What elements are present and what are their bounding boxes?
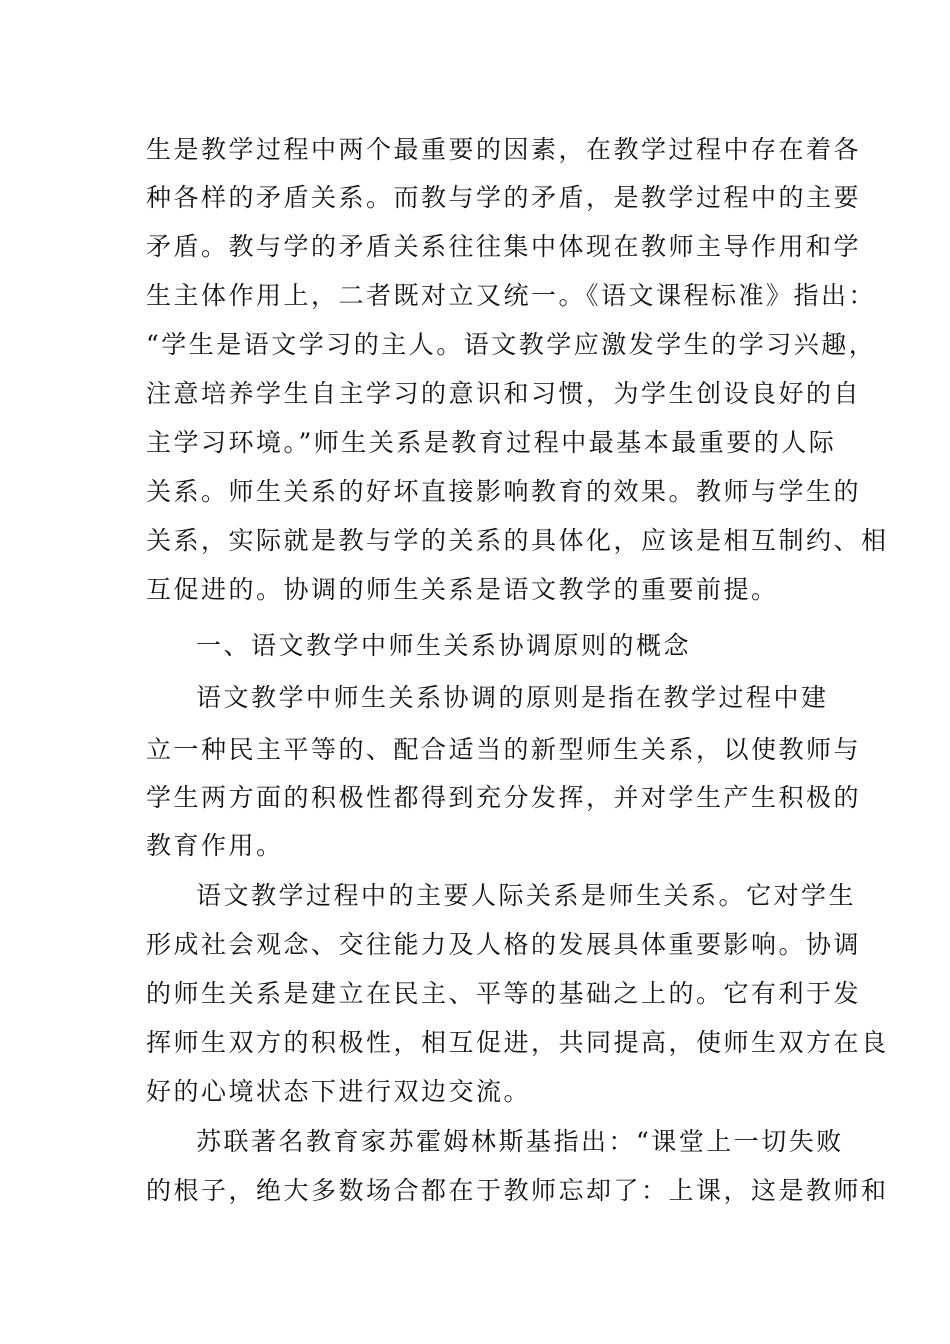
text-line: 注意培养学生自主学习的意识和习惯，为学生创设良好的自 [146, 379, 862, 408]
text-line: 矛盾。教与学的矛盾关系往往集中体现在教师主导作用和学 [146, 232, 862, 261]
text-line: 的师生关系是建立在民主、平等的基础之上的。它有利于发 [146, 979, 862, 1008]
text-line: 形成社会观念、交往能力及人格的发展具体重要影响。协调 [146, 930, 862, 959]
text-line: 生是教学过程中两个最重要的因素，在教学过程中存在着各 [146, 135, 862, 164]
text-line: 好的心境状态下进行双边交流。 [146, 1077, 532, 1106]
text-line: 种各样的矛盾关系。而教与学的矛盾，是教学过程中的主要 [146, 183, 862, 212]
text-line: 语文教学中师生关系协调的原则是指在教学过程中建 [196, 683, 829, 712]
text-line: 立一种民主平等的、配合适当的新型师生关系，以使教师与 [146, 735, 862, 764]
text-line: 挥师生双方的积极性，相互促进，共同提高，使师生双方在良 [146, 1028, 889, 1057]
text-line: 教育作用。 [146, 831, 284, 860]
text-line: 生主体作用上，二者既对立又统一。《语文课程标准》指出： [146, 281, 877, 310]
text-line: 的根子，绝大多数场合都在于教师忘却了：上课，这是教师和 [146, 1176, 889, 1205]
text-line: “学生是语文学习的主人。语文教学应激发学生的学习兴趣， [146, 330, 877, 359]
text-line: 语文教学过程中的主要人际关系是师生关系。它对学生 [196, 881, 857, 910]
text-line: 互促进的。协调的师生关系是语文教学的重要前提。 [146, 575, 779, 604]
text-line: 苏联著名教育家苏霍姆林斯基指出：“课堂上一切失败 [196, 1127, 844, 1156]
text-line: 关系，实际就是教与学的关系的具体化，应该是相互制约、相 [146, 526, 889, 555]
text-line: 主学习环境。”师生关系是教育过程中最基本最重要的人际 [146, 428, 837, 457]
section-heading: 一、语文教学中师生关系协调原则的概念 [196, 631, 692, 660]
text-line: 关系。师生关系的好坏直接影响教育的效果。教师与学生的 [146, 477, 862, 506]
text-line: 学生两方面的积极性都得到充分发挥，并对学生产生积极的 [146, 783, 862, 812]
